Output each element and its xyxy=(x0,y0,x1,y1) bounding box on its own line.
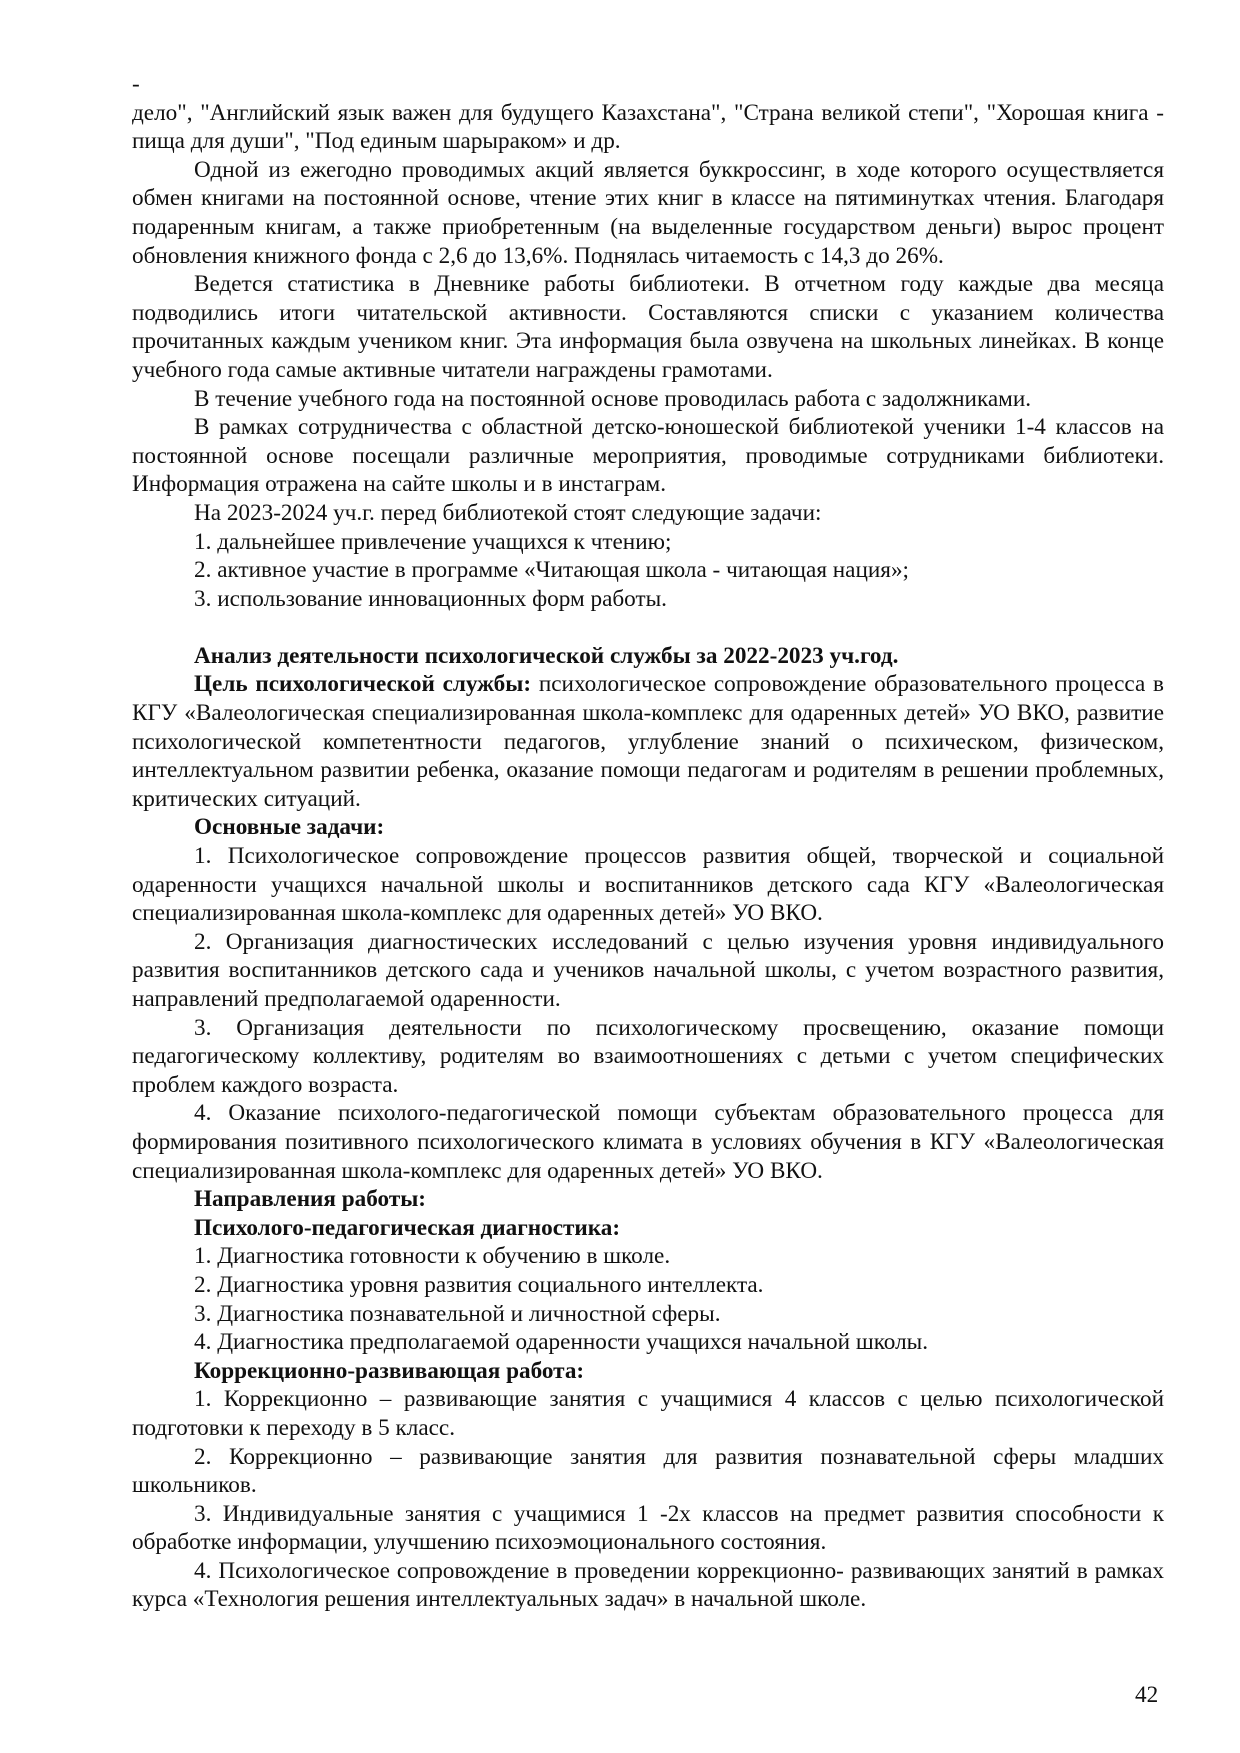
list-item: 2. активное участие в программе «Читающая школа - читающая нация»; xyxy=(194,557,909,584)
directions-heading: Направления работы: xyxy=(194,1186,427,1213)
goal-text: психологическое сопровождение образовательного процесса в КГУ «Валеологическая специализированная школа-комплекс для одаренных детей» УО ВКО, развитие психологической компетентности педагогов, углубление знаний о психическом, физическом, интеллектуальном развитии ребенка, оказание помощи педагогам и родителям в решении проблемных, критических ситуаций. xyxy=(132,671,1164,812)
tasks-heading: Основные задачи: xyxy=(194,814,385,841)
paragraph: Одной из ежегодно проводимых акций является буккроссинг, в ходе которого осуществляется обмен книгами на постоянной основе, чтение этих книг в классе на пятиминутках чтения. Благодаря подаренным книгам, а также приобретенным (на выделенные государством деньги) вырос процент обновления книжного фонда с 2,6 до 13,6%. Поднялась читаемость с 14,3 до 26%. xyxy=(132,156,1164,269)
leading-dash: - xyxy=(132,71,140,97)
spacer xyxy=(132,613,1164,642)
paragraph: дело", "Английский язык важен для будущего Казахстана", "Страна великой степи", "Хорошая книга - пища для души", "Под единым шарыраком» и др. xyxy=(132,99,1164,155)
paragraph: В течение учебного года на постоянной основе проводилась работа с задолжниками. xyxy=(194,385,1032,412)
document-page xyxy=(132,70,1164,1614)
paragraph: Ведется статистика в Дневнике работы библиотеки. В отчетном году каждые два месяца подводились итоги читательской активности. Составляются списки с указанием количества прочитанных каждым учеником книг. Эта информация была озвучена на школьных линейках. В конце учебного года самые активные читатели награждены грамотами. xyxy=(132,271,1164,383)
list-item: 2. Диагностика уровня развития социального интеллекта. xyxy=(194,1271,764,1298)
section-title: Анализ деятельности психологической службы за 2022-2023 уч.год. xyxy=(194,642,899,669)
list-item: 1. дальнейшее привлечение учащихся к чтению; xyxy=(194,528,672,555)
list-item: 4. Диагностика предполагаемой одаренности учащихся начальной школы. xyxy=(194,1329,929,1356)
paragraph: На 2023-2024 уч.г. перед библиотекой стоят следующие задачи: xyxy=(194,499,822,526)
list-item: 3. Индивидуальные занятия с учащимися 1 -2х классов на предмет развития способности к обработке информации, улучшению психоэмоционального состояния. xyxy=(132,1500,1164,1556)
list-item: 1. Психологическое сопровождение процессов развития общей, творческой и социальной одаренности учащихся начальной школы и воспитанников детского сада КГУ «Валеологическая специализированная школа-комплекс для одаренных детей» УО ВКО. xyxy=(132,843,1164,927)
list-item: 2. Организация диагностических исследований с целью изучения уровня индивидуального развития воспитанников детского сада и учеников начальной школы, с учетом возрастного развития, направлений предполагаемой одаренности. xyxy=(132,928,1164,1012)
list-item: 3. Диагностика познавательной и личностной сферы. xyxy=(194,1300,721,1327)
list-item: 3. Организация деятельности по психологическому просвещению, оказание помощи педагогическому коллективу, родителям во взаимоотношениях с детьми с учетом специфических проблем каждого возраста. xyxy=(132,1014,1164,1098)
page-number: 42 xyxy=(1135,1682,1159,1708)
list-item: 2. Коррекционно – развивающие занятия для развития познавательной сферы младших школьников. xyxy=(132,1443,1164,1499)
list-item: 3. использование инновационных форм работы. xyxy=(194,585,667,612)
list-item: 4. Оказание психолого-педагогической помощи субъектам образовательного процесса для формирования позитивного психологического климата в условиях обучения в КГУ «Валеологическая специализированная школа-комплекс для одаренных детей» УО ВКО. xyxy=(132,1100,1164,1184)
paragraph: В рамках сотрудничества с областной детско-юношеской библиотекой ученики 1-4 классов на постоянной основе посещали различные мероприятия, проводимые сотрудниками библиотеки. Информация отражена на сайте школы и в инстаграм. xyxy=(132,414,1164,498)
diagnostics-heading: Психолого-педагогическая диагностика: xyxy=(194,1214,621,1241)
goal-paragraph xyxy=(132,670,1164,813)
correction-heading: Коррекционно-развивающая работа: xyxy=(194,1357,585,1384)
list-item: 4. Психологическое сопровождение в проведении коррекционно- развивающих занятий в рамках курса «Технология решения интеллектуальных задач» в начальной школе. xyxy=(132,1557,1164,1613)
goal-label: Цель психологической службы: xyxy=(194,671,532,698)
list-item: 1. Коррекционно – развивающие занятия с учащимися 4 классов с целью психологической подготовки к переходу в 5 класс. xyxy=(132,1386,1164,1441)
list-item: 1. Диагностика готовности к обучению в школе. xyxy=(194,1243,671,1270)
